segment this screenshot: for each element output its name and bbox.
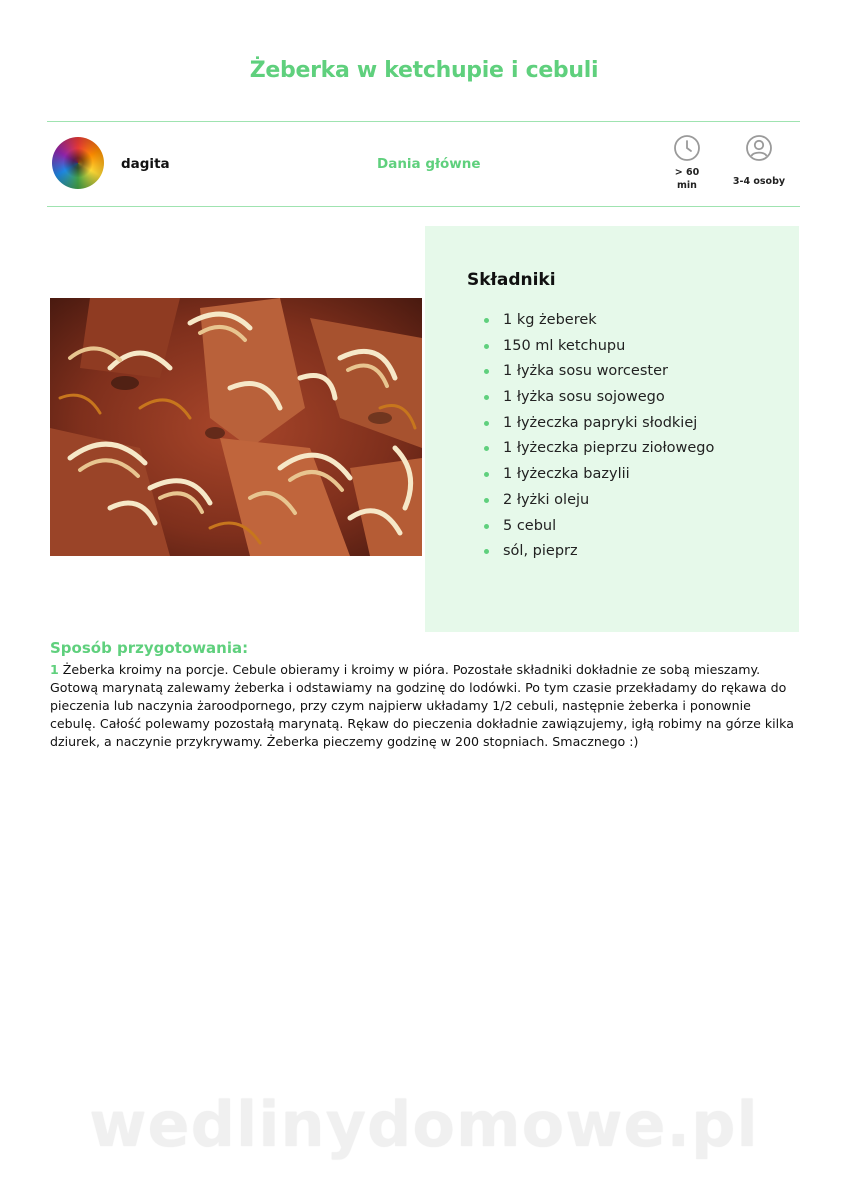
prep-time	[667, 134, 707, 192]
prep-time-unit: min	[677, 180, 697, 191]
ingredient-item: 1 kg żeberek	[503, 310, 714, 336]
method-heading: Sposób przygotowania:	[50, 639, 249, 657]
ingredient-item: 1 łyżeczka bazylii	[503, 464, 714, 490]
ingredient-item: 1 łyżeczka pieprzu ziołowego	[503, 438, 714, 464]
step-text: Żeberka kroimy na porcje. Cebule obieramy i kroimy w pióra. Pozostałe składniki dokładnie ze sobą mieszamy. Gotową marynatą zalewamy żeberka i odstawiamy na godzinę do lodówki. Po tym czasie przekładamy do rękawa do pieczenia lub naczynia żaroodpornego, przy czym najpierw układamy 1/2 cebuli, następnie żeberka i ponownie cebulę. Całość polewamy pozostałą marynatą. Rękaw do pieczenia dokładnie zawiązujemy, igłą robimy na górze kilka dziurek, a naczynie przykrywamy. Żeberka pieczemy godzinę w 200 stopniach. Smacznego :)	[50, 662, 794, 749]
method-step	[50, 661, 800, 751]
recipe-meta-bar	[47, 121, 800, 207]
ingredient-item: sól, pieprz	[503, 541, 714, 567]
prep-time-value: > 60	[674, 167, 700, 178]
step-number: 1	[50, 662, 59, 677]
servings	[730, 134, 788, 188]
dish-photo	[50, 298, 422, 556]
author-avatar[interactable]	[52, 137, 104, 189]
recipe-category[interactable]: Dania główne	[377, 156, 481, 172]
ingredient-item: 1 łyżka sosu worcester	[503, 361, 714, 387]
site-watermark: wedlinydomowe.pl	[89, 1088, 759, 1161]
ingredients-panel	[425, 226, 799, 632]
ingredients-list	[503, 310, 714, 567]
recipe-title: Żeberka w ketchupie i cebuli	[249, 58, 599, 83]
servings-value: 3-4 osoby	[732, 176, 786, 187]
ribs-with-onions-image	[50, 298, 422, 556]
clock-icon	[673, 134, 701, 162]
ingredient-item: 150 ml ketchupu	[503, 336, 714, 362]
ingredients-heading: Składniki	[467, 270, 556, 290]
author-name[interactable]: dagita	[121, 156, 170, 172]
ingredient-item: 1 łyżeczka papryki słodkiej	[503, 413, 714, 439]
user-icon	[745, 134, 773, 162]
ingredient-item: 1 łyżka sosu sojowego	[503, 387, 714, 413]
ingredient-item: 5 cebul	[503, 516, 714, 542]
ingredient-item: 2 łyżki oleju	[503, 490, 714, 516]
